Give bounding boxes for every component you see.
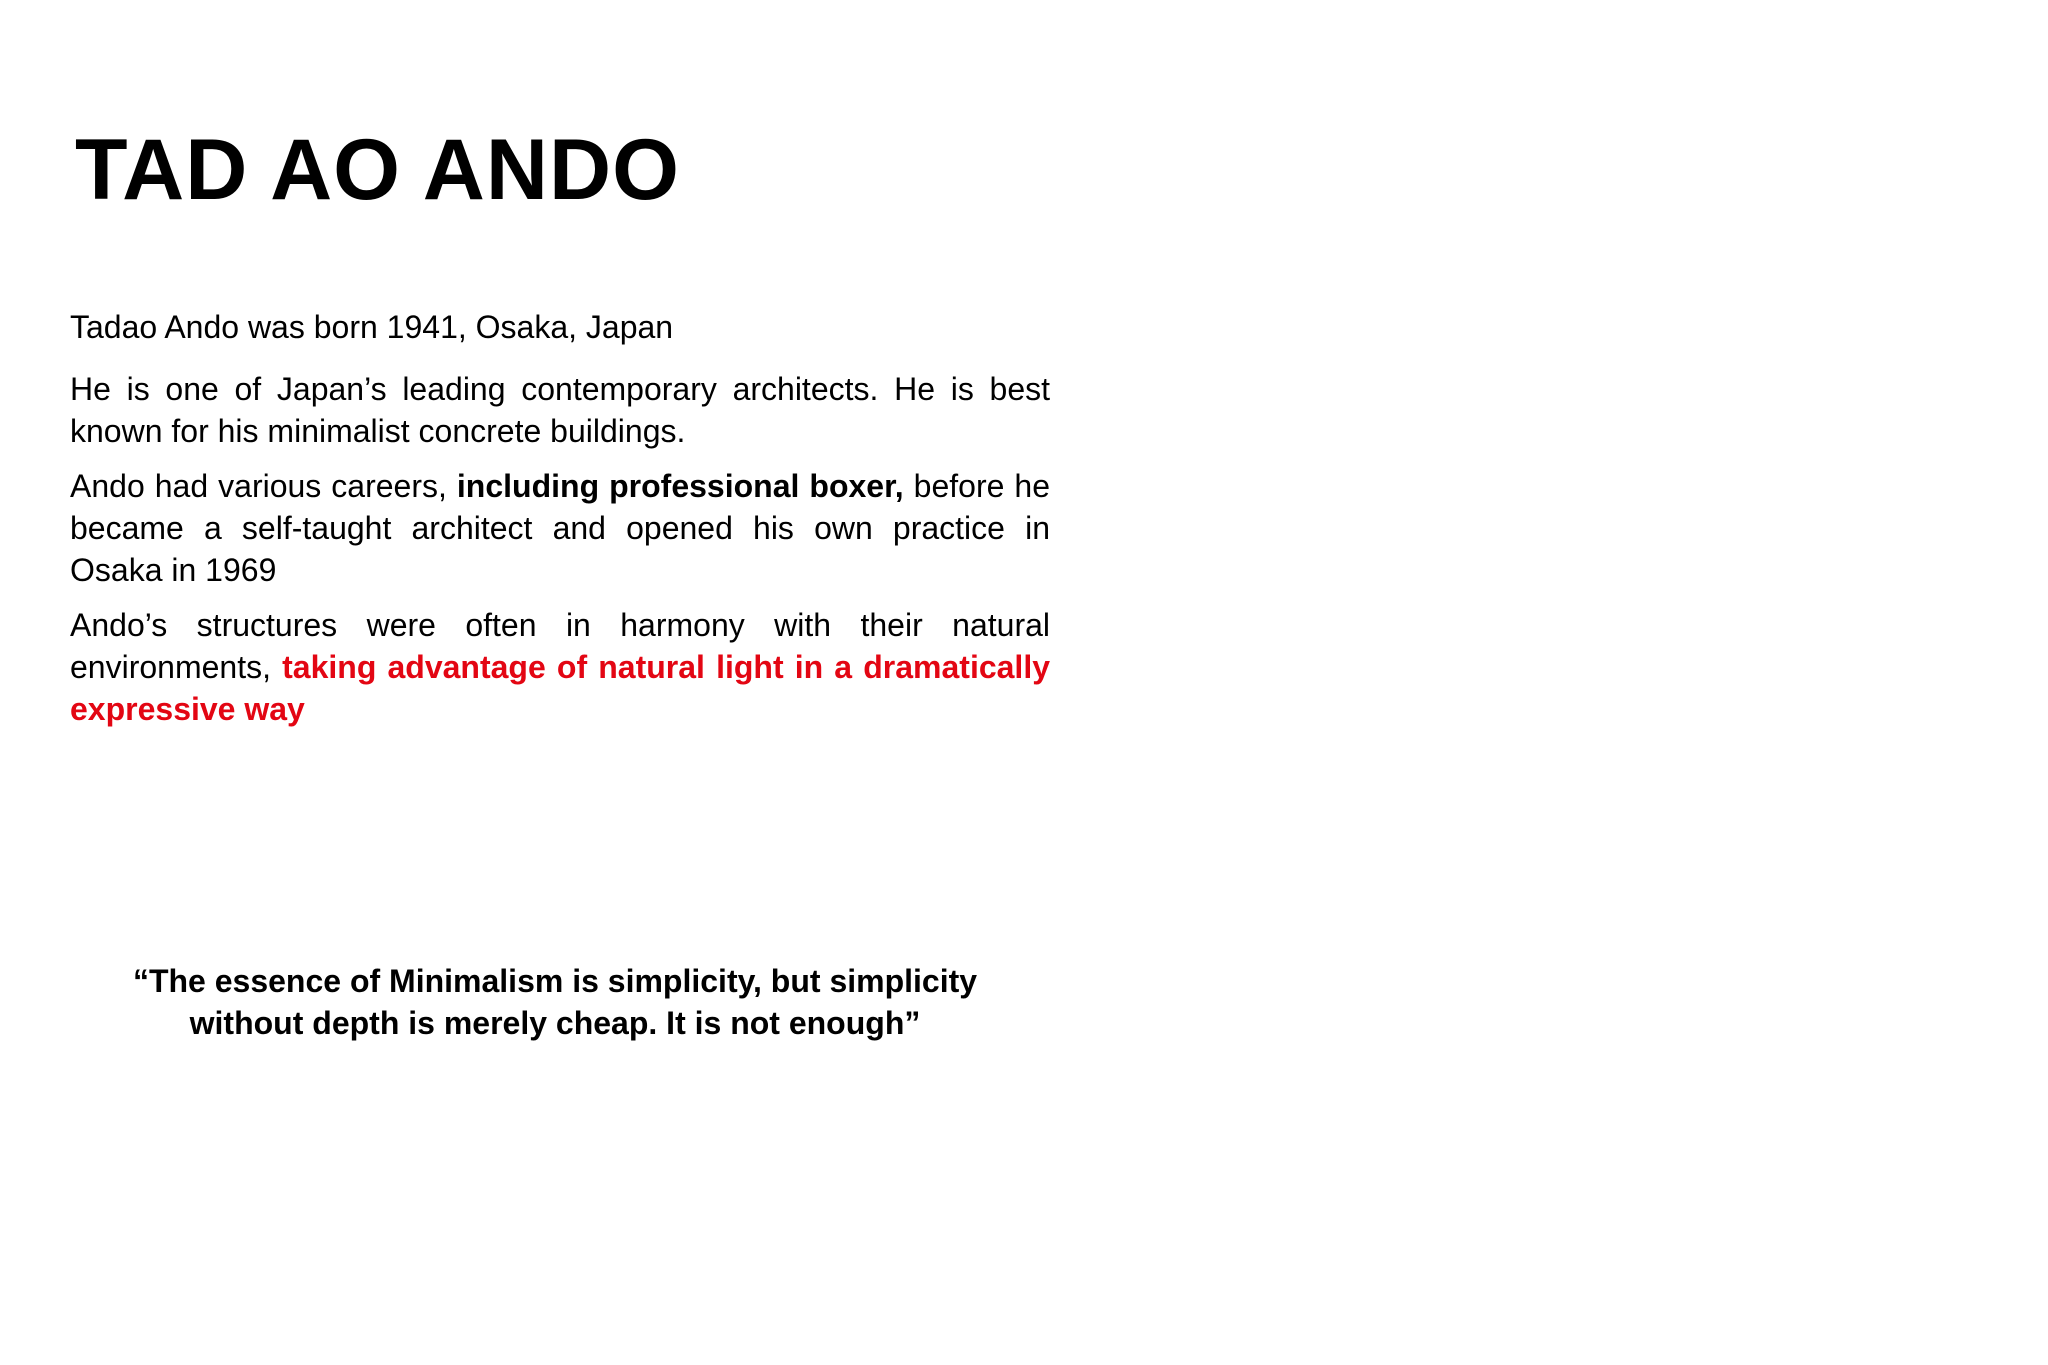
slide-title: TAD AO ANDO [75,122,680,218]
structures-text-start: Ando’s structures were often in harmony with their natural environments, [70,607,1050,685]
careers-text-end: before he became a self-taught architect and opened his own practice in Osaka in 1969 [70,468,1050,588]
careers-text-start: Ando had various careers, [70,468,457,504]
structures-highlight-text: taking advantage of natural light in a dramatically expressive way [70,649,1051,727]
careers-bold-text: including professional boxer, [456,468,904,504]
paragraph-birth: Tadao Ando was born 1941, Osaka, Japan [70,309,674,345]
body-text [70,306,1050,743]
quote-line-1: “The essence of Minimalism is simplicity, but simplicity [132,963,978,999]
quote [100,960,1010,1044]
paragraph-structures [70,604,1050,730]
quote-line-2: without depth is merely cheap. It is not enough” [189,1005,921,1041]
paragraph-careers [70,465,1050,591]
paragraph-known-for: He is one of Japan’s leading contemporary architects. He is best known for his minimalist concrete buildings. [70,371,1050,449]
